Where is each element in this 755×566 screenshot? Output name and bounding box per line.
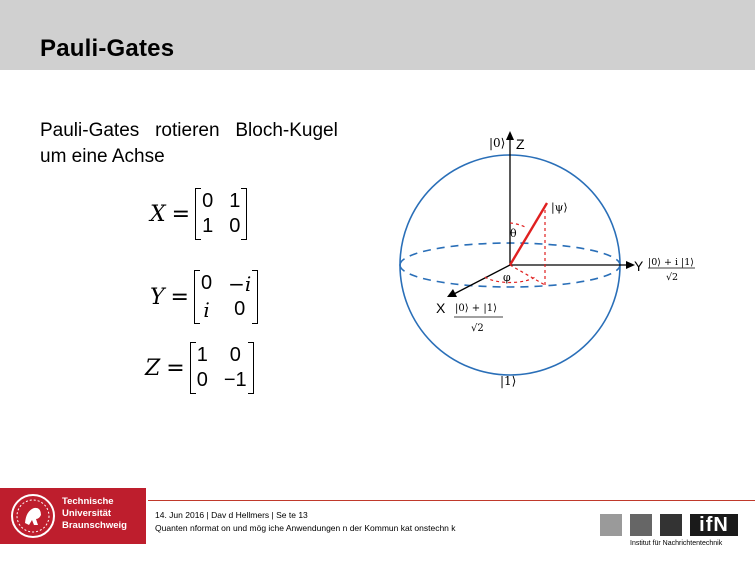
institute-caption: Institut für Nachrichtentechnik [630,540,723,547]
matrix-cell: i [203,298,210,322]
matrix-label: Y [150,284,165,310]
university-name [62,496,127,532]
lion-seal-icon [10,493,56,539]
matrix-cell: −1 [223,369,247,391]
matrix-bracket [194,272,258,322]
equals-sign: = [166,355,185,381]
matrix-cell: 0 [234,298,246,320]
x-axis [452,265,510,295]
matrix-cell: 0 [202,190,214,212]
footer-divider [148,500,755,501]
matrix-z [145,344,254,392]
intro-line-1: Pauli-Gates rotieren Bloch-Kugel [40,120,338,141]
intro-line-2: um eine Achse [40,146,165,167]
label-theta: θ [510,227,517,240]
ifn-logo-square-light [600,514,622,536]
university-name-line: Universität [62,508,112,519]
label-ket-1: |1⟩ [500,374,517,388]
matrix-cell: −i [228,272,252,296]
ifn-logo-square-dark [660,514,682,536]
label-psi: |ψ⟩ [551,201,568,214]
equals-sign: = [171,201,191,227]
slide-title: Pauli-Gates [40,35,175,62]
label-ket-0: |0⟩ [489,136,506,150]
intro-text [40,118,338,170]
label-axis-x: X [436,300,446,316]
matrix-label: Z [145,355,161,381]
z-arrowhead [506,131,514,140]
equals-sign: = [170,284,189,310]
matrix-cell: 1 [196,344,208,366]
ifn-logo-square-mid [630,514,652,536]
x-state-numerator: |0⟩ + |1⟩ [455,303,498,314]
matrix-y [150,272,258,322]
university-logo [0,488,146,544]
footer-date-author-page: 14. Jun 2016 | Dav d Hellmers | Se te 13 [155,510,308,520]
label-axis-z: Z [516,136,525,152]
y-state-denominator: √2 [666,272,679,283]
matrix-x [150,190,247,238]
y-state-numerator: |0⟩ + i |1⟩ [648,257,694,268]
matrix-cell: 0 [196,369,208,391]
matrix-cell: 1 [229,190,241,212]
matrix-bracket [195,190,247,238]
footer-talk-title: Quanten nformat on und mög iche Anwendungen n der Kommun kat onstechn k [155,523,456,533]
university-name-line: Braunschweig [62,520,127,531]
matrix-cell: 0 [229,215,241,237]
label-phi: φ [503,271,511,284]
matrix-cell: 1 [202,215,214,237]
university-name-line: Technische [62,496,114,507]
x-state-denominator: √2 [471,323,484,334]
bloch-sphere-diagram [385,125,705,395]
matrix-cell: 0 [200,272,213,294]
ifn-logo-mark: ifN [690,514,738,536]
matrix-bracket [190,344,254,392]
matrix-label: X [150,201,166,227]
label-axis-y: Y [634,258,644,274]
matrix-cell: 0 [229,344,241,366]
